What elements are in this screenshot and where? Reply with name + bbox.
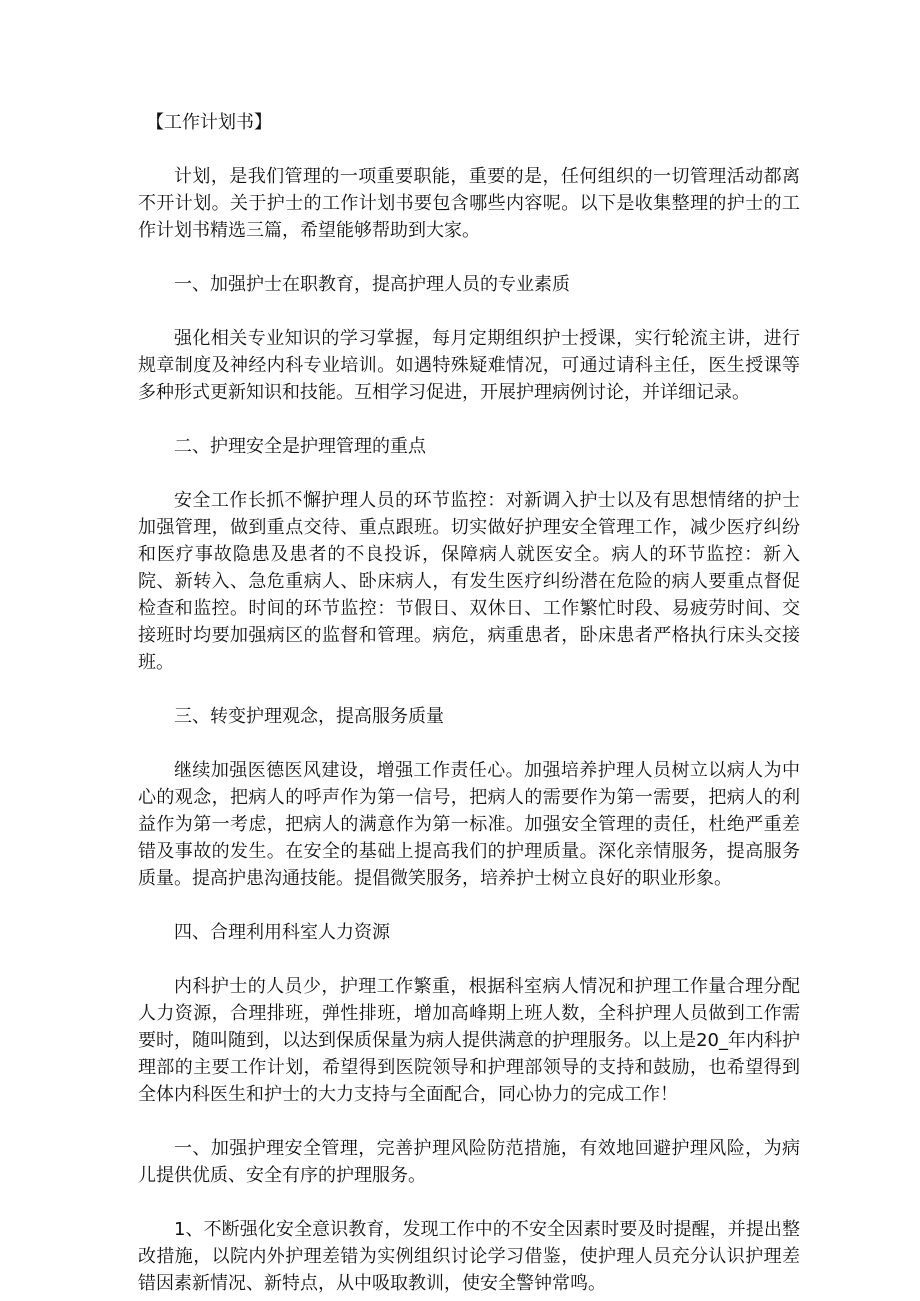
- section-heading-1: 一、加强护士在职教育，提高护理人员的专业素质: [174, 274, 570, 295]
- plan-item-body: 1、不断强化安全意识教育，发现工作中的不安全因素时要及时提醒，并提出整改措施，以院内外护理差错为实例组织讨论学习借鉴，使护理人员充分认识护理差错因素新情况、新特点，从中吸取教训，使安全警钟常鸣。: [138, 1219, 800, 1294]
- section-heading-2: 二、护理安全是护理管理的重点: [174, 436, 426, 457]
- section-body-3: 继续加强医德医风建设，增强工作责任心。加强培养护理人员树立以病人为中心的观念，把病人的呼声作为第一信号，把病人的需要作为第一需要，把病人的利益作为第一考虑，把病人的满意作为第一标准。加强安全管理的责任，杜绝严重差错及事故的发生。在安全的基础上提高我们的护理质量。深化亲情服务，提高服务质量。提高护患沟通技能。提倡微笑服务，培养护士树立良好的职业形象。: [138, 760, 800, 889]
- section-body-4: 内科护士的人员少，护理工作繁重，根据科室病人情况和护理工作量合理分配人力资源，合理排班，弹性排班，增加高峰期上班人数，全科护理人员做到工作需要时，随叫随到，以达到保质保量为病人提供满意的护理服务。以上是20_年内科护理部的主要工作计划，希望得到医院领导和护理部领导的支持和鼓励，也希望得到全体内科医生和护士的大力支持与全面配合，同心协力的完成工作！: [138, 976, 800, 1105]
- document-title: 【工作计划书】: [146, 112, 272, 133]
- section-heading-4: 四、合理利用科室人力资源: [174, 922, 390, 943]
- plan-item-heading: 一、加强护理安全管理，完善护理风险防范措施，有效地回避护理风险，为病儿提供优质、安全有序的护理服务。: [138, 1138, 800, 1186]
- section-body-2: 安全工作长抓不懈护理人员的环节监控：对新调入护士以及有思想情绪的护士加强管理，做到重点交待、重点跟班。切实做好护理安全管理工作，减少医疗纠纷和医疗事故隐患及患者的不良投诉，保障病人就医安全。病人的环节监控：新入院、新转入、急危重病人、卧床病人，有发生医疗纠纷潜在危险的病人要重点督促检查和监控。时间的环节监控：节假日、双休日、工作繁忙时段、易疲劳时间、交接班时均要加强病区的监督和管理。病危，病重患者，卧床患者严格执行床头交接班。: [138, 490, 800, 673]
- section-heading-3: 三、转变护理观念，提高服务质量: [174, 706, 444, 727]
- intro-paragraph: 计划，是我们管理的一项重要职能，重要的是，任何组织的一切管理活动都离不开计划。关于护士的工作计划书要包含哪些内容呢。以下是收集整理的护士的工作计划书精选三篇，希望能够帮助到大家。: [138, 166, 800, 241]
- section-body-1: 强化相关专业知识的学习掌握，每月定期组织护士授课，实行轮流主讲，进行规章制度及神经内科专业培训。如遇特殊疑难情况，可通过请科主任，医生授课等多种形式更新知识和技能。互相学习促进，开展护理病例讨论，并详细记录。: [138, 328, 800, 403]
